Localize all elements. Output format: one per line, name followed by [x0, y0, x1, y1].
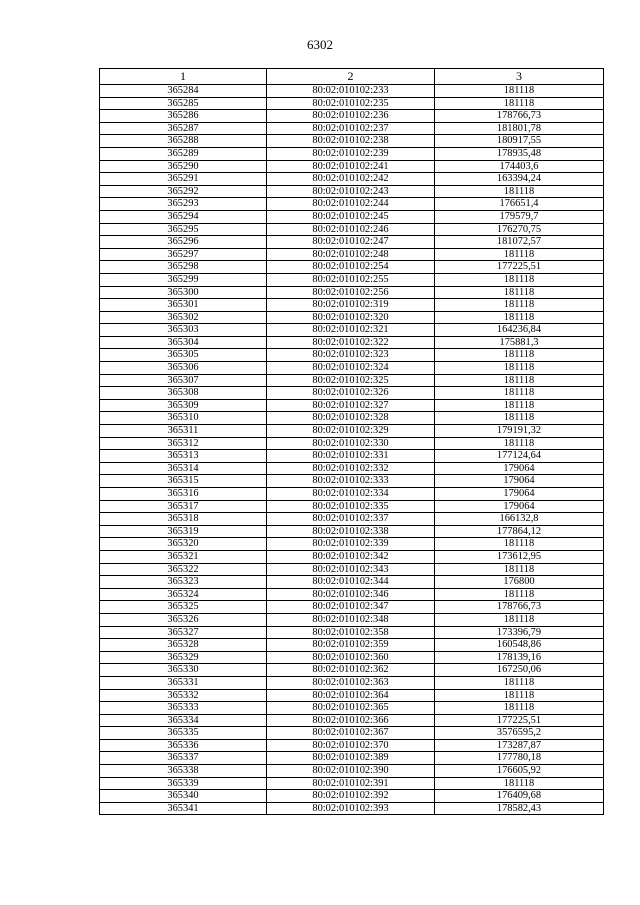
record-number-cell: 365322: [100, 563, 267, 576]
cadastral-number-cell: 80:02:010102:235: [267, 97, 435, 110]
table-row: [100, 110, 604, 123]
value-cell: 164236,84: [435, 324, 604, 337]
cadastral-number-cell: 80:02:010102:328: [267, 412, 435, 425]
record-number-cell: 365297: [100, 248, 267, 261]
value-cell: 181118: [435, 362, 604, 375]
data-table: [99, 68, 604, 815]
record-number-cell: 365308: [100, 387, 267, 400]
cadastral-number-cell: 80:02:010102:327: [267, 399, 435, 412]
record-number-cell: 365328: [100, 639, 267, 652]
table-row: [100, 777, 604, 790]
record-number-cell: 365327: [100, 626, 267, 639]
table-row: [100, 639, 604, 652]
value-cell: 181118: [435, 399, 604, 412]
table-row: [100, 802, 604, 815]
value-cell: 181118: [435, 374, 604, 387]
table-row: [100, 563, 604, 576]
cadastral-number-cell: 80:02:010102:343: [267, 563, 435, 576]
table-row: [100, 97, 604, 110]
record-number-cell: 365325: [100, 601, 267, 614]
value-cell: 163394,24: [435, 173, 604, 186]
cadastral-number-cell: 80:02:010102:360: [267, 651, 435, 664]
cadastral-number-cell: 80:02:010102:370: [267, 739, 435, 752]
record-number-cell: 365335: [100, 727, 267, 740]
value-cell: 181118: [435, 563, 604, 576]
cadastral-number-cell: 80:02:010102:331: [267, 450, 435, 463]
record-number-cell: 365311: [100, 425, 267, 438]
cadastral-number-cell: 80:02:010102:243: [267, 185, 435, 198]
record-number-cell: 365290: [100, 160, 267, 173]
value-cell: 181801,78: [435, 122, 604, 135]
cadastral-number-cell: 80:02:010102:339: [267, 538, 435, 551]
record-number-cell: 365292: [100, 185, 267, 198]
cadastral-number-cell: 80:02:010102:359: [267, 639, 435, 652]
record-number-cell: 365326: [100, 613, 267, 626]
value-cell: 181118: [435, 299, 604, 312]
record-number-cell: 365304: [100, 336, 267, 349]
table-row: [100, 601, 604, 614]
record-number-cell: 365315: [100, 475, 267, 488]
cadastral-number-cell: 80:02:010102:239: [267, 147, 435, 160]
table-row: [100, 752, 604, 765]
value-cell: 181118: [435, 538, 604, 551]
record-number-cell: 365323: [100, 576, 267, 589]
value-cell: 181072,57: [435, 236, 604, 249]
cadastral-number-cell: 80:02:010102:363: [267, 676, 435, 689]
cadastral-number-cell: 80:02:010102:324: [267, 362, 435, 375]
value-cell: 167250,06: [435, 664, 604, 677]
cadastral-number-cell: 80:02:010102:326: [267, 387, 435, 400]
record-number-cell: 365296: [100, 236, 267, 249]
cadastral-number-cell: 80:02:010102:321: [267, 324, 435, 337]
table-row: [100, 550, 604, 563]
record-number-cell: 365339: [100, 777, 267, 790]
table-row: [100, 147, 604, 160]
cadastral-number-cell: 80:02:010102:255: [267, 273, 435, 286]
table-row: [100, 173, 604, 186]
record-number-cell: 365318: [100, 513, 267, 526]
record-number-cell: 365285: [100, 97, 267, 110]
cadastral-number-cell: 80:02:010102:329: [267, 425, 435, 438]
value-cell: 181118: [435, 689, 604, 702]
value-cell: 181118: [435, 387, 604, 400]
cadastral-number-cell: 80:02:010102:392: [267, 790, 435, 803]
record-number-cell: 365305: [100, 349, 267, 362]
table-row: [100, 248, 604, 261]
record-number-cell: 365298: [100, 261, 267, 274]
value-cell: 176651,4: [435, 198, 604, 211]
record-number-cell: 365309: [100, 399, 267, 412]
value-cell: 3576595,2: [435, 727, 604, 740]
cadastral-number-cell: 80:02:010102:322: [267, 336, 435, 349]
cadastral-number-cell: 80:02:010102:244: [267, 198, 435, 211]
value-cell: 177864,12: [435, 525, 604, 538]
page-number: 6302: [307, 37, 333, 52]
cadastral-number-cell: 80:02:010102:389: [267, 752, 435, 765]
record-number-cell: 365310: [100, 412, 267, 425]
cadastral-number-cell: 80:02:010102:242: [267, 173, 435, 186]
cadastral-number-cell: 80:02:010102:348: [267, 613, 435, 626]
value-cell: 181118: [435, 349, 604, 362]
record-number-cell: 365338: [100, 765, 267, 778]
value-cell: 181118: [435, 185, 604, 198]
cadastral-number-cell: 80:02:010102:391: [267, 777, 435, 790]
value-cell: 180917,55: [435, 135, 604, 148]
table-row: [100, 135, 604, 148]
cadastral-number-cell: 80:02:010102:237: [267, 122, 435, 135]
value-cell: 176800: [435, 576, 604, 589]
record-number-cell: 365324: [100, 588, 267, 601]
cadastral-number-cell: 80:02:010102:366: [267, 714, 435, 727]
record-number-cell: 365330: [100, 664, 267, 677]
record-number-cell: 365334: [100, 714, 267, 727]
table-header-row: [100, 69, 604, 85]
cadastral-number-cell: 80:02:010102:362: [267, 664, 435, 677]
table-row: [100, 399, 604, 412]
table-row: [100, 664, 604, 677]
table-row: [100, 475, 604, 488]
table-row: [100, 714, 604, 727]
table-row: [100, 412, 604, 425]
table-row: [100, 727, 604, 740]
cadastral-number-cell: 80:02:010102:365: [267, 702, 435, 715]
record-number-cell: 365319: [100, 525, 267, 538]
cadastral-number-cell: 80:02:010102:320: [267, 311, 435, 324]
value-cell: 173396,79: [435, 626, 604, 639]
value-cell: 178139,16: [435, 651, 604, 664]
record-number-cell: 365333: [100, 702, 267, 715]
record-number-cell: 365336: [100, 739, 267, 752]
record-number-cell: 365294: [100, 210, 267, 223]
table-row: [100, 626, 604, 639]
value-cell: 176409,68: [435, 790, 604, 803]
column-header-1: 1: [100, 69, 267, 85]
table-row: [100, 450, 604, 463]
table-row: [100, 488, 604, 501]
cadastral-number-cell: 80:02:010102:347: [267, 601, 435, 614]
table-row: [100, 651, 604, 664]
cadastral-number-cell: 80:02:010102:256: [267, 286, 435, 299]
table-row: [100, 299, 604, 312]
record-number-cell: 365293: [100, 198, 267, 211]
cadastral-number-cell: 80:02:010102:233: [267, 85, 435, 98]
cadastral-number-cell: 80:02:010102:319: [267, 299, 435, 312]
table-row: [100, 336, 604, 349]
record-number-cell: 365312: [100, 437, 267, 450]
table-row: [100, 676, 604, 689]
record-number-cell: 365320: [100, 538, 267, 551]
cadastral-number-cell: 80:02:010102:241: [267, 160, 435, 173]
column-header-2: 2: [267, 69, 435, 85]
cadastral-number-cell: 80:02:010102:248: [267, 248, 435, 261]
record-number-cell: 365303: [100, 324, 267, 337]
cadastral-number-cell: 80:02:010102:358: [267, 626, 435, 639]
value-cell: 166132,8: [435, 513, 604, 526]
record-number-cell: 365317: [100, 500, 267, 513]
value-cell: 181118: [435, 273, 604, 286]
cadastral-number-cell: 80:02:010102:367: [267, 727, 435, 740]
table-row: [100, 185, 604, 198]
record-number-cell: 365289: [100, 147, 267, 160]
cadastral-number-cell: 80:02:010102:342: [267, 550, 435, 563]
record-number-cell: 365307: [100, 374, 267, 387]
value-cell: 176270,75: [435, 223, 604, 236]
record-number-cell: 365302: [100, 311, 267, 324]
table-row: [100, 311, 604, 324]
cadastral-number-cell: 80:02:010102:238: [267, 135, 435, 148]
table-row: [100, 374, 604, 387]
value-cell: 179064: [435, 475, 604, 488]
value-cell: 177780,18: [435, 752, 604, 765]
table-row: [100, 85, 604, 98]
table-row: [100, 500, 604, 513]
value-cell: 181118: [435, 702, 604, 715]
table-row: [100, 613, 604, 626]
table-row: [100, 349, 604, 362]
value-cell: 181118: [435, 412, 604, 425]
value-cell: 177225,51: [435, 714, 604, 727]
value-cell: 181118: [435, 437, 604, 450]
table-row: [100, 790, 604, 803]
cadastral-number-cell: 80:02:010102:390: [267, 765, 435, 778]
value-cell: 181118: [435, 588, 604, 601]
cadastral-number-cell: 80:02:010102:335: [267, 500, 435, 513]
table-row: [100, 689, 604, 702]
value-cell: 176605,92: [435, 765, 604, 778]
table-row: [100, 387, 604, 400]
record-number-cell: 365286: [100, 110, 267, 123]
value-cell: 181118: [435, 85, 604, 98]
cadastral-number-cell: 80:02:010102:254: [267, 261, 435, 274]
table-row: [100, 437, 604, 450]
table-row: [100, 462, 604, 475]
cadastral-number-cell: 80:02:010102:330: [267, 437, 435, 450]
value-cell: 179064: [435, 462, 604, 475]
record-number-cell: 365314: [100, 462, 267, 475]
record-number-cell: 365301: [100, 299, 267, 312]
table-row: [100, 588, 604, 601]
cadastral-number-cell: 80:02:010102:393: [267, 802, 435, 815]
value-cell: 181118: [435, 248, 604, 261]
record-number-cell: 365316: [100, 488, 267, 501]
value-cell: 178582,43: [435, 802, 604, 815]
table-row: [100, 702, 604, 715]
table-row: [100, 236, 604, 249]
record-number-cell: 365299: [100, 273, 267, 286]
table-row: [100, 425, 604, 438]
table-row: [100, 362, 604, 375]
cadastral-number-cell: 80:02:010102:337: [267, 513, 435, 526]
table-row: [100, 739, 604, 752]
value-cell: 181118: [435, 613, 604, 626]
record-number-cell: 365291: [100, 173, 267, 186]
cadastral-number-cell: 80:02:010102:346: [267, 588, 435, 601]
table-row: [100, 538, 604, 551]
table-row: [100, 765, 604, 778]
record-number-cell: 365288: [100, 135, 267, 148]
value-cell: 181118: [435, 311, 604, 324]
table-row: [100, 223, 604, 236]
table-row: [100, 273, 604, 286]
cadastral-number-cell: 80:02:010102:344: [267, 576, 435, 589]
value-cell: 181118: [435, 777, 604, 790]
value-cell: 174403,6: [435, 160, 604, 173]
cadastral-number-cell: 80:02:010102:245: [267, 210, 435, 223]
value-cell: 173287,87: [435, 739, 604, 752]
record-number-cell: 365321: [100, 550, 267, 563]
record-number-cell: 365313: [100, 450, 267, 463]
cadastral-number-cell: 80:02:010102:332: [267, 462, 435, 475]
value-cell: 177225,51: [435, 261, 604, 274]
record-number-cell: 365287: [100, 122, 267, 135]
record-number-cell: 365337: [100, 752, 267, 765]
value-cell: 179191,32: [435, 425, 604, 438]
value-cell: 181118: [435, 97, 604, 110]
table-row: [100, 261, 604, 274]
cadastral-number-cell: 80:02:010102:338: [267, 525, 435, 538]
record-number-cell: 365332: [100, 689, 267, 702]
cadastral-number-cell: 80:02:010102:246: [267, 223, 435, 236]
table-row: [100, 513, 604, 526]
value-cell: 160548,86: [435, 639, 604, 652]
cadastral-number-cell: 80:02:010102:325: [267, 374, 435, 387]
cadastral-number-cell: 80:02:010102:333: [267, 475, 435, 488]
value-cell: 181118: [435, 286, 604, 299]
cadastral-number-cell: 80:02:010102:323: [267, 349, 435, 362]
table-body: [100, 85, 604, 815]
value-cell: 178766,73: [435, 601, 604, 614]
table-row: [100, 576, 604, 589]
record-number-cell: 365331: [100, 676, 267, 689]
cadastral-number-cell: 80:02:010102:247: [267, 236, 435, 249]
cadastral-number-cell: 80:02:010102:334: [267, 488, 435, 501]
table-row: [100, 324, 604, 337]
table-row: [100, 286, 604, 299]
record-number-cell: 365295: [100, 223, 267, 236]
table-row: [100, 525, 604, 538]
value-cell: 178935,48: [435, 147, 604, 160]
cadastral-number-cell: 80:02:010102:236: [267, 110, 435, 123]
value-cell: 175881,3: [435, 336, 604, 349]
table-row: [100, 122, 604, 135]
value-cell: 178766,73: [435, 110, 604, 123]
column-header-3: 3: [435, 69, 604, 85]
value-cell: 179579,7: [435, 210, 604, 223]
value-cell: 181118: [435, 676, 604, 689]
table-row: [100, 198, 604, 211]
cadastral-number-cell: 80:02:010102:364: [267, 689, 435, 702]
record-number-cell: 365341: [100, 802, 267, 815]
record-number-cell: 365284: [100, 85, 267, 98]
table-row: [100, 160, 604, 173]
value-cell: 179064: [435, 500, 604, 513]
record-number-cell: 365340: [100, 790, 267, 803]
value-cell: 177124,64: [435, 450, 604, 463]
value-cell: 173612,95: [435, 550, 604, 563]
record-number-cell: 365300: [100, 286, 267, 299]
table-row: [100, 210, 604, 223]
value-cell: 179064: [435, 488, 604, 501]
record-number-cell: 365306: [100, 362, 267, 375]
record-number-cell: 365329: [100, 651, 267, 664]
